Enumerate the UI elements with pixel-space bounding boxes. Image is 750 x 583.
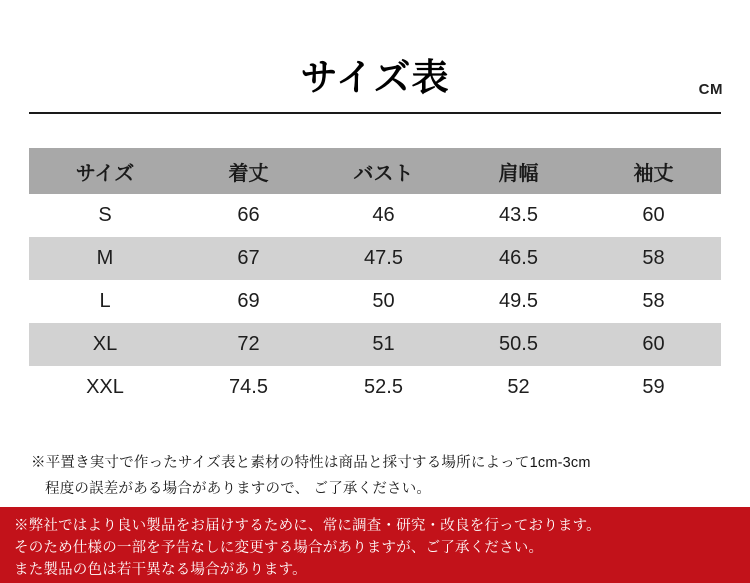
table-row [29, 323, 721, 366]
unit-label: CM [698, 81, 723, 98]
table-cell: 49.5 [451, 280, 586, 323]
size-table [29, 148, 721, 409]
table-row [29, 366, 721, 409]
table-cell-size: M [29, 237, 181, 280]
table-cell: 69 [181, 280, 316, 323]
banner-line: また製品の色は若干異なる場合があります。 [14, 562, 307, 578]
table-cell-size: XXL [29, 366, 181, 409]
table-cell: 52.5 [316, 366, 451, 409]
table-cell: 46.5 [451, 237, 586, 280]
table-cell: 60 [586, 323, 721, 366]
table-cell: 60 [586, 194, 721, 237]
table-cell-size: S [29, 194, 181, 237]
table-row [29, 280, 721, 323]
table-row [29, 237, 721, 280]
table-cell: 47.5 [316, 237, 451, 280]
table-header-row [29, 148, 721, 194]
table-cell: 58 [586, 280, 721, 323]
title-area [0, 0, 750, 118]
table-cell: 74.5 [181, 366, 316, 409]
banner-line: そのため仕様の一部を予告なしに変更する場合がありますが、ご了承ください。 [14, 540, 544, 556]
note-line: 程度の誤差がある場合がありますので、 ご了承ください。 [45, 481, 432, 497]
title-divider [29, 112, 721, 114]
table-cell: 72 [181, 323, 316, 366]
table-header-cell: サイズ [29, 148, 181, 194]
table-cell: 66 [181, 194, 316, 237]
table-header-cell: バスト [316, 148, 451, 194]
table-cell: 52 [451, 366, 586, 409]
table-header-cell: 肩幅 [451, 148, 586, 194]
table-cell: 59 [586, 366, 721, 409]
page-title: サイズ表 [300, 57, 450, 98]
table-cell: 46 [316, 194, 451, 237]
table-header-cell: 着丈 [181, 148, 316, 194]
note-line: ※平置き実寸で作ったサイズ表と素材の特性は商品と採寸する場所によって1cm-3cm [31, 455, 591, 471]
table-cell: 50 [316, 280, 451, 323]
disclaimer-banner [0, 507, 750, 583]
measurement-notes [31, 450, 731, 502]
table-row [29, 194, 721, 237]
table-cell-size: L [29, 280, 181, 323]
table-cell: 43.5 [451, 194, 586, 237]
table-cell: 51 [316, 323, 451, 366]
table-cell: 67 [181, 237, 316, 280]
table-cell: 58 [586, 237, 721, 280]
table-cell-size: XL [29, 323, 181, 366]
table-header-cell: 袖丈 [586, 148, 721, 194]
size-table-container [29, 148, 721, 409]
banner-line: ※弊社ではより良い製品をお届けするために、常に調査・研究・改良を行っております。 [14, 518, 601, 534]
table-cell: 50.5 [451, 323, 586, 366]
